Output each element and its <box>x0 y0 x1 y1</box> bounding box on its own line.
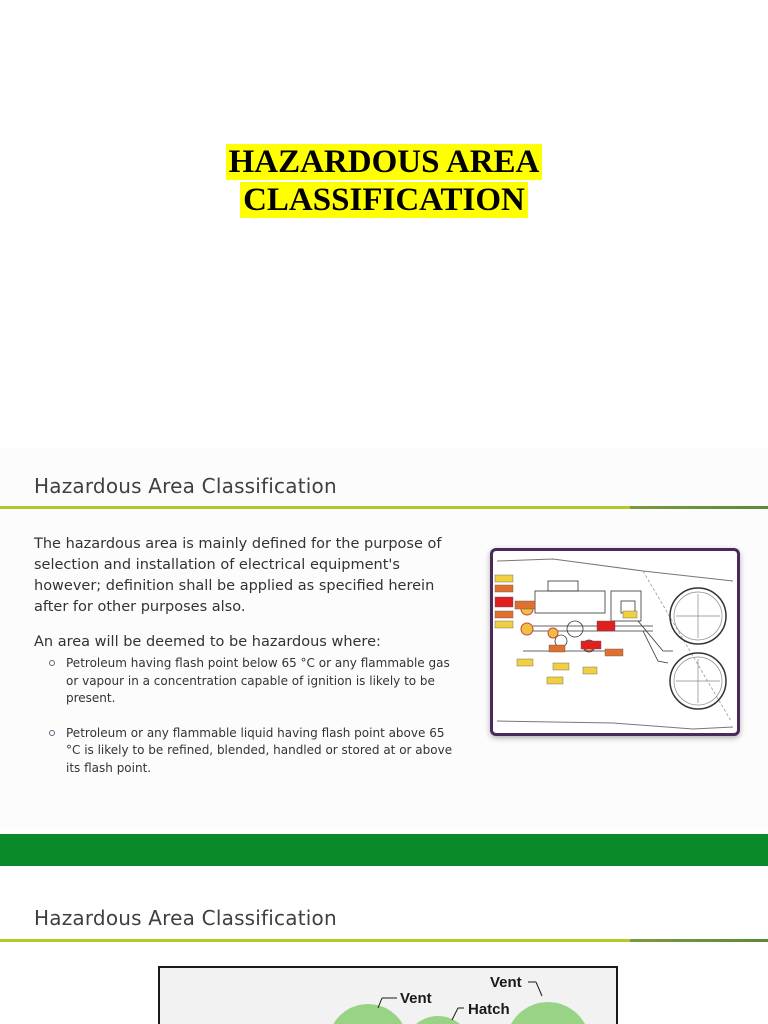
slide-body <box>34 534 454 794</box>
vent-label-right: Vent <box>490 974 522 991</box>
slide-heading: Hazardous Area Classification <box>34 474 337 498</box>
slide-title <box>0 143 768 219</box>
plant-layout-drawing <box>493 551 737 733</box>
plant-layout-diagram <box>490 548 740 736</box>
vent-label-left: Vent <box>400 990 432 1007</box>
title-slide <box>0 0 768 432</box>
title-line-2: CLASSIFICATION <box>240 182 528 218</box>
title-line-1: HAZARDOUS AREA <box>226 144 543 180</box>
list-item: Petroleum having flash point below 65 °C or any flammable gas or vapour in a concentration capable of ignition is likely to be present. <box>66 655 454 708</box>
criteria-lead: An area will be deemed to be hazardous where: <box>34 634 381 650</box>
tank-zone-diagram <box>158 966 618 1024</box>
tank-zone-drawing <box>160 968 616 1024</box>
list-item: Petroleum or any flammable liquid having flash point above 65 °C is likely to be refined, blended, handled or stored at or above its flash point. <box>66 725 454 778</box>
criteria-list <box>34 655 454 777</box>
hatch-label: Hatch <box>468 1001 510 1018</box>
heading-rule <box>0 506 768 509</box>
zones-slide <box>0 866 768 1024</box>
definition-slide <box>0 448 768 828</box>
definition-paragraph: The hazardous area is mainly defined for the purpose of selection and installation of electrical equipment's however; definition shall be applied as specified herein after for other purposes also. <box>34 536 442 615</box>
section-divider-band <box>0 834 768 866</box>
slide-heading: Hazardous Area Classification <box>34 906 337 930</box>
heading-rule <box>0 939 768 942</box>
